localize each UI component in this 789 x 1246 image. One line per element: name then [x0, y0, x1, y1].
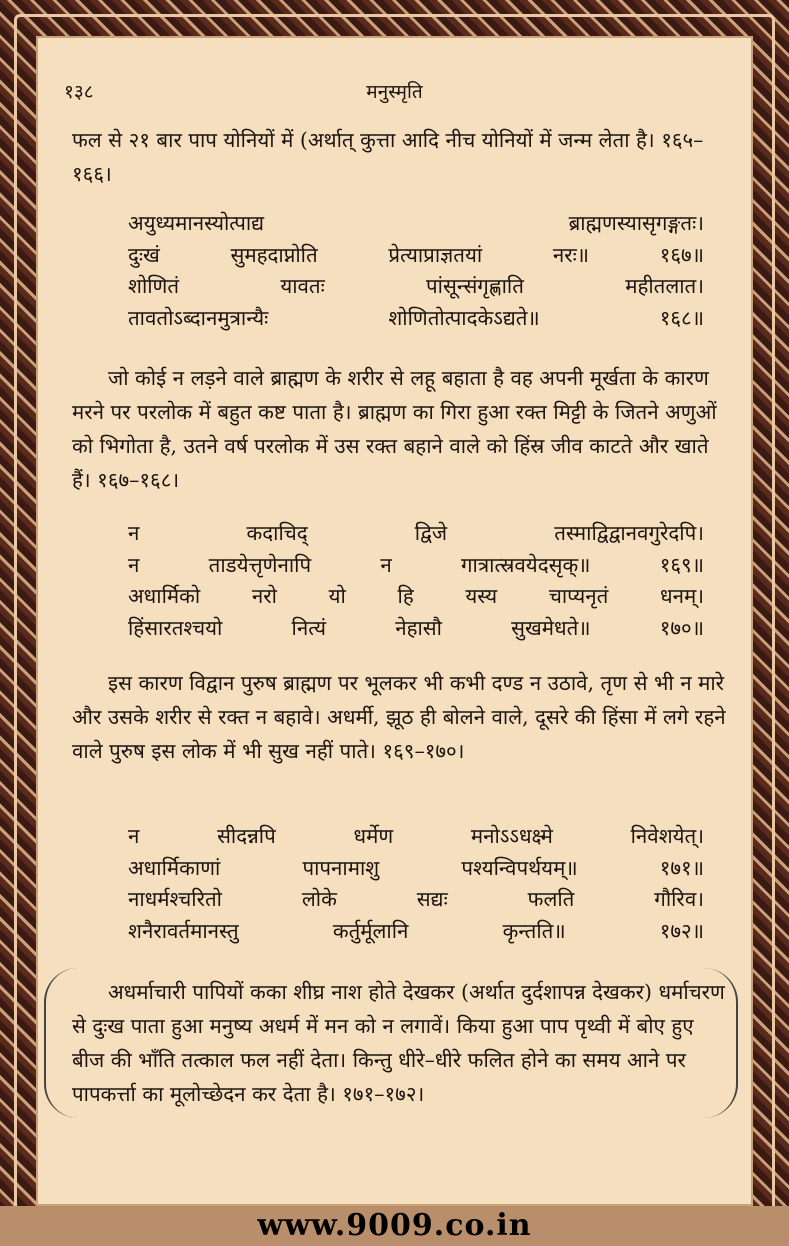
verse-169-170 — [128, 518, 704, 644]
paragraph-commentary-167-168: जो कोई न लड़ने वाले ब्राह्मण के शरीर से लहू बहाता है वह अपनी मूर्खता के कारण मरने पर परलोक में बहुत कष्ट पाता है। ब्राह्मण का गिरा हुआ रक्त मिट्टी के जितने अणुओं को भिगोता है, उतने वर्ष परलोक में उस रक्त बहाने वाले को हिंस्र जीव काटते और खाते हैं। १६७–१६८। — [72, 366, 717, 492]
verse-line: न सीदन्नपि धर्मेण मनोऽऽधक्ष्मे निवेशयेत्। — [128, 824, 704, 848]
verse-line: हिंसारतश्चयो नित्यं नेहासौ सुखमेधते॥ १७०॥ — [128, 615, 704, 640]
verse-line: तावतोऽब्दानमुत्रान्यैः शोणितोत्पादकेऽद्यते॥ १६८॥ — [128, 305, 704, 330]
verse-line: न कदाचिद् द्विजे तस्माद्विद्वानवगुरेदपि। — [128, 521, 704, 545]
verse-line: दुःखं सुमहदाप्नोति प्रेत्याप्राज्ञतयां नरः॥ १६७॥ — [128, 242, 704, 267]
verse-line: अधार्मिकाणां पापनामाशु पश्यन्विपर्थयम्॥ १७१॥ — [128, 855, 704, 880]
paragraph-commentary-169-170: इस कारण विद्वान पुरुष ब्राह्मण पर भूलकर भी कभी दण्ड न उठावे, तृण से भी न मारे और उसके शरीर से रक्त न बहावे। अधर्मी, झूठ ही बोलने वाले, दूसरे की हिंसा में लगे रहने वाले पुरुष इस लोक में भी सुख नहीं पाते। १६९–१७०। — [72, 671, 726, 763]
website-footer: www.9009.co.in — [0, 1206, 789, 1246]
paragraph-commentary-171-172: अधर्माचारी पापियों कका शीघ्र नाश होते देखकर (अर्थात दुर्दशापन्न देखकर) धर्माचरण से दुःख पाता हुआ मनुष्य अधर्म में मन को न लगावें। किया हुआ पाप पृथ्वी में बोए हुए बीज की भाँति तत्काल फल नहीं देता। किन्तु धीरे–धीरे फलित होने का समय आने पर पापकर्त्ता का मूलोच्छेदन कर देता है। १७१–१७२। — [72, 980, 725, 1106]
verse-line: न ताडयेत्तृणेनापि न गात्रात्स्रवयेदसृक्॥ १६९॥ — [128, 552, 704, 577]
verse-line: नाधर्मश्चरितो लोके सद्यः फलति गौरिव। — [128, 887, 704, 911]
verse-167-168 — [128, 208, 704, 334]
verse-171-172 — [128, 821, 704, 947]
paragraph-intro: फल से २१ बार पाप योनियों में (अर्थात् कुत्ता आदि नीच योनियों में जन्म लेता है। १६५–१६६। — [72, 128, 704, 186]
page-title: मनुस्मृति — [366, 81, 423, 103]
verse-line: अधार्मिको नरो यो हि यस्य चाप्यनृतं धनम्। — [128, 584, 704, 608]
verse-line: शनैरावर्तमानस्तु कर्तुर्मूलानि कृन्तति॥ १७२॥ — [128, 918, 704, 943]
book-page — [36, 36, 753, 1206]
verse-line: अयुध्यमानस्योत्पाद्य ब्राह्मणस्यासृगङ्गतः। — [128, 211, 704, 235]
page-number: १३८ — [64, 81, 94, 103]
verse-line: शोणितं यावतः पांसून्संगृह्णाति महीतलात। — [128, 274, 704, 298]
